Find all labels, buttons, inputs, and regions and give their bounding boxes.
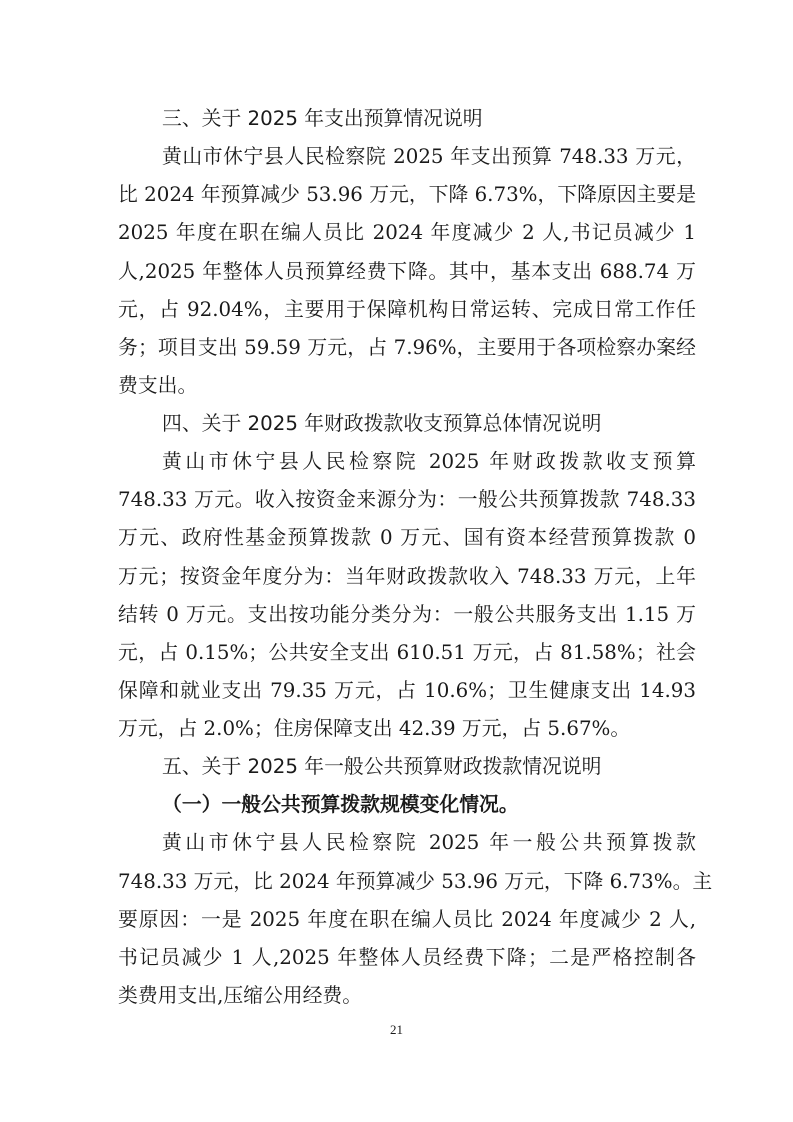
- section-4-line: 万元；按资金年度分为：当年财政拨款收入 748.33 万元，上年: [118, 564, 696, 588]
- section-3-line: 2025 年度在职在编人员比 2024 年度减少 2 人,书记员减少 1: [118, 221, 696, 245]
- section-3-line: 元，占 92.04%，主要用于保障机构日常运转、完成日常工作任: [118, 297, 696, 321]
- section-4-line: 万元，占 2.0%；住房保障支出 42.39 万元，占 5.67%。: [118, 717, 631, 740]
- section-4-line: 结转 0 万元。支出按功能分类分为：一般公共服务支出 1.15 万: [118, 602, 696, 626]
- section-4-line: 黄山市休宁县人民检察院 2025 年财政拨款收支预算: [162, 450, 696, 474]
- section-3-heading: 三、关于 2025 年支出预算情况说明: [162, 107, 483, 130]
- section-3-line: 比 2024 年预算减少 53.96 万元，下降 6.73%，下降原因主要是: [118, 183, 697, 207]
- section-5-line: 要原因：一是 2025 年度在职在编人员比 2024 年度减少 2 人,: [118, 907, 696, 931]
- section-3-line: 务；项目支出 59.59 万元，占 7.96%，主要用于各项检察办案经: [118, 335, 696, 359]
- section-3-line: 人,2025 年整体人员预算经费下降。其中，基本支出 688.74 万: [118, 259, 696, 283]
- section-5-subheading: （一）一般公共预算拨款规模变化情况。: [162, 793, 519, 817]
- section-4-line: 748.33 万元。收入按资金来源分为：一般公共预算拨款 748.33: [118, 488, 696, 512]
- section-4-line: 元，占 0.15%；公共安全支出 610.51 万元，占 81.58%；社会: [118, 640, 696, 664]
- section-5-line: 书记员减少 1 人,2025 年整体人员经费下降；二是严格控制各: [118, 945, 696, 969]
- section-4-heading: 四、关于 2025 年财政拨款收支预算总体情况说明: [162, 412, 602, 435]
- section-5-heading: 五、关于 2025 年一般公共预算财政拨款情况说明: [162, 755, 602, 779]
- section-4-line: 万元、政府性基金预算拨款 0 万元、国有资本经营预算拨款 0: [118, 526, 696, 550]
- section-4-line: 保障和就业支出 79.35 万元，占 10.6%；卫生健康支出 14.93: [118, 678, 696, 702]
- page-number: 21: [390, 1022, 403, 1037]
- section-3-line: 费支出。: [118, 373, 198, 397]
- section-3-line: 黄山市休宁县人民检察院 2025 年支出预算 748.33 万元，: [162, 145, 696, 169]
- section-5-line: 类费用支出,压缩公用经费。: [118, 983, 363, 1007]
- section-5-line: 748.33 万元，比 2024 年预算减少 53.96 万元，下降 6.73%。主: [118, 869, 713, 893]
- section-5-line: 黄山市休宁县人民检察院 2025 年一般公共预算拨款: [162, 831, 696, 855]
